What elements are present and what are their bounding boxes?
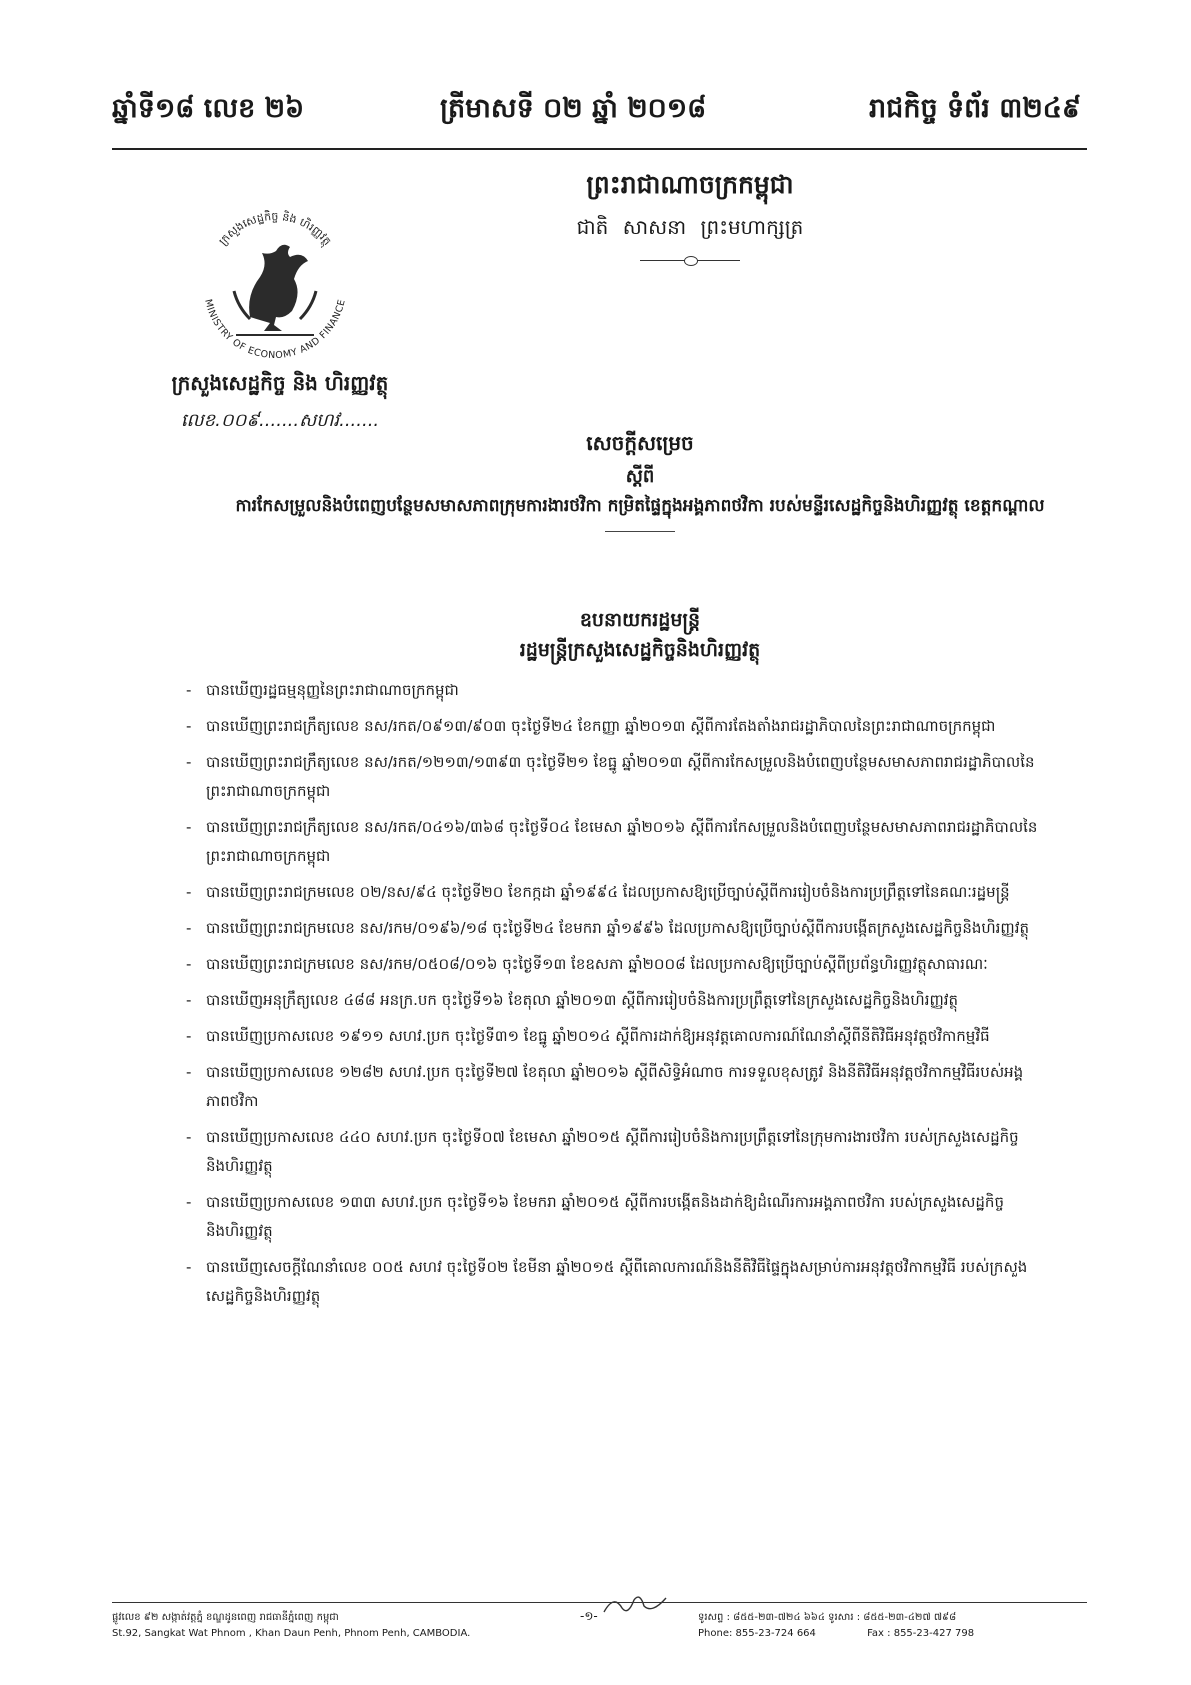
footer-contact xyxy=(698,1610,974,1642)
page-number: -១- xyxy=(580,1609,598,1623)
header-gazette-page: រាជកិច្ច ទំព័រ ៣២៤៩ xyxy=(869,93,1081,124)
authority-office: រដ្ឋមន្ត្រីក្រសួងសេដ្ឋកិច្ចនិងហិរញ្ញវត្ថុ xyxy=(519,639,761,661)
header-rule xyxy=(112,148,1087,150)
consideration-item: - បានឃើញសេចក្តីណែនាំលេខ ០០៥ សហវ ចុះថ្ងៃទី០២ ខែមីនា ឆ្នាំ២០១៥ ស្តីពីគោលការណ៍និងនីតិវិធីផ្ទៃក្នុងសម្រាប់ការអនុវត្តថវិកាកម្មវិធី របស់ក្រសួងសេដ្ឋកិច្ចនិងហិរញ្ញវត្ថុ xyxy=(186,1253,1046,1311)
seal-khmer-text: ក្រសួងសេដ្ឋកិច្ច និង ហិរញ្ញវត្ថុ xyxy=(216,209,334,248)
header-quarter: ត្រីមាសទី ០២ ឆ្នាំ ២០១៨ xyxy=(440,93,707,124)
consideration-item: - បានឃើញអនុក្រឹត្យលេខ ៤៨៨ អនក្រ.បក ចុះថ្ងៃទី១៦ ខែតុលា ឆ្នាំ២០១៣ ស្តីពីការរៀបចំនិងការប្រព្រឹត្តទៅនៃក្រសួងសេដ្ឋកិច្ចនិងហិរញ្ញវត្ថុ xyxy=(186,986,1046,1015)
document-type: សេចក្តីសម្រេច xyxy=(586,431,694,455)
document-about: ស្តីពី xyxy=(625,466,655,487)
fax-number: Fax : 855-23-427 798 xyxy=(867,1628,975,1639)
consideration-item: - បានឃើញរដ្ឋធម្មនុញ្ញនៃព្រះរាជាណាចក្រកម្ពុជា xyxy=(186,676,1046,705)
consideration-item: - បានឃើញព្រះរាជក្រឹត្យលេខ នស/រកត/០៩១៣/៩០៣ ចុះថ្ងៃទី២៤ ខែកញ្ញា ឆ្នាំ២០១៣ ស្តីពីការតែងតាំងរាជរដ្ឋាភិបាលនៃព្រះរាជាណាចក្រកម្ពុជា xyxy=(186,712,1046,741)
kingdom-name: ព្រះរាជាណាចក្រកម្ពុជា xyxy=(586,170,794,199)
issuing-authority xyxy=(160,608,1120,666)
kingdom-heading xyxy=(510,170,870,264)
ministry-name: ក្រសួងសេដ្ឋកិច្ច និង ហិរញ្ញវត្ថុ xyxy=(171,371,389,395)
phone-number: Phone: 855-23-724 664 xyxy=(698,1628,816,1639)
reference-number: លេខ.០០៩.......សហវ....... xyxy=(180,410,380,431)
consideration-item: - បានឃើញព្រះរាជក្រឹត្យលេខ នស/រកត/១២១៣/១៣៩៣ ចុះថ្ងៃទី២១ ខែធ្នូ ឆ្នាំ២០១៣ ស្តីពីការកែសម្រួលនិងបំពេញបន្ថែមសមាសភាពរាជរដ្ឋាភិបាលនៃព្រះរាជាណាចក្រកម្ពុជា xyxy=(186,748,1046,806)
address-english: St.92, Sangkat Wat Phnom , Khan Daun Penh, Phnom Penh, CAMBODIA. xyxy=(112,1628,471,1639)
considerations-list xyxy=(186,676,1046,1318)
consideration-item: - បានឃើញប្រកាសលេខ ៤៤០ សហវ.ប្រក ចុះថ្ងៃទី០៧ ខែមេសា ឆ្នាំ២០១៥ ស្តីពីការរៀបចំនិងការប្រព្រឹត្តទៅនៃក្រុមការងារថវិកា របស់ក្រសួងសេដ្ឋកិច្ចនិងហិរញ្ញវត្ថុ xyxy=(186,1123,1046,1181)
title-divider xyxy=(605,531,675,532)
ministry-seal-icon xyxy=(190,195,360,365)
seal-english-text: MINISTRY OF ECONOMY AND FINANCE xyxy=(202,298,348,362)
rooster-emblem-icon xyxy=(234,245,316,335)
document-subject: ការកែសម្រួលនិងបំពេញបន្ថែមសមាសភាពក្រុមការងារថវិកា កម្រិតផ្ទៃក្នុងអង្គភាពថវិកា របស់មន្ទីរសេដ្ឋកិច្ចនិងហិរញ្ញវត្ថុ ខេត្តកណ្តាល xyxy=(235,496,1045,516)
decision-title xyxy=(160,430,1120,532)
consideration-item: - បានឃើញប្រកាសលេខ ១៩១១ សហវ.ប្រក ចុះថ្ងៃទី៣១ ខែធ្នូ ឆ្នាំ២០១៤ ស្តីពីការដាក់ឱ្យអនុវត្តគោលការណ៍ណែនាំស្តីពីនីតិវិធីអនុវត្តថវិកាកម្មវិធី xyxy=(186,1022,1046,1051)
ministry-block xyxy=(150,370,410,435)
consideration-item: - បានឃើញប្រកាសលេខ ១៣៣ សហវ.ប្រក ចុះថ្ងៃទី១៦ ខែមករា ឆ្នាំ២០១៥ ស្តីពីការបង្កើតនិងដាក់ឱ្យដំណើរការអង្គភាពថវិកា របស់ក្រសួងសេដ្ឋកិច្ចនិងហិរញ្ញវត្ថុ xyxy=(186,1188,1046,1246)
contact-khmer: ទូរសព្ទ : ៨៥៥-២៣-៧២៤ ៦៦៤ ទូរសារ : ៨៥៥-២៣-៤២៧ ៧៩៨ xyxy=(698,1612,957,1623)
consideration-item: - បានឃើញព្រះរាជក្រមលេខ នស/រកម/០១៩៦/១៨ ចុះថ្ងៃទី២៤ ខែមករា ឆ្នាំ១៩៩៦ ដែលប្រកាសឱ្យប្រើច្បាប់ស្តីពីការបង្កើតក្រសួងសេដ្ឋកិច្ចនិងហិរញ្ញវត្ថុ xyxy=(186,914,1046,943)
kingdom-motto: ជាតិ សាសនា ព្រះមហាក្សត្រ xyxy=(576,215,804,239)
ornament-divider xyxy=(640,258,740,264)
initials-signature-icon xyxy=(600,1590,670,1620)
svg-text:ក្រសួងសេដ្ឋកិច្ច និង ហិរញ្ញវត្ xyxy=(216,209,334,249)
consideration-item: - បានឃើញប្រកាសលេខ ១២៨២ សហវ.ប្រក ចុះថ្ងៃទី២៧ ខែតុលា ឆ្នាំ២០១៦ ស្តីពីសិទ្ធិអំណាច ការទទួលខុសត្រូវ និងនីតិវិធីអនុវត្តថវិកាកម្មវិធីរបស់អង្គភាពថវិកា xyxy=(186,1058,1046,1116)
consideration-item: - បានឃើញព្រះរាជក្រមលេខ នស/រកម/០៥០៨/០១៦ ចុះថ្ងៃទី១៣ ខែឧសភា ឆ្នាំ២០០៨ ដែលប្រកាសឱ្យប្រើច្បាប់ស្តីពីប្រព័ន្ធហិរញ្ញវត្ថុសាធារណៈ xyxy=(186,950,1046,979)
consideration-item: - បានឃើញព្រះរាជក្រឹត្យលេខ នស/រកត/០៤១៦/៣៦៨ ចុះថ្ងៃទី០៤ ខែមេសា ឆ្នាំ២០១៦ ស្តីពីការកែសម្រួលនិងបំពេញបន្ថែមសមាសភាពរាជរដ្ឋាភិបាលនៃព្រះរាជាណាចក្រកម្ពុជា xyxy=(186,813,1046,871)
footer-address xyxy=(112,1610,470,1642)
authority-role: ឧបនាយករដ្ឋមន្ត្រី xyxy=(579,609,701,631)
consideration-item: - បានឃើញព្រះរាជក្រមលេខ ០២/នស/៩៤ ចុះថ្ងៃទី២០ ខែកក្កដា ឆ្នាំ១៩៩៤ ដែលប្រកាសឱ្យប្រើច្បាប់ស្តីពីការរៀបចំនិងការប្រព្រឹត្តទៅនៃគណៈរដ្ឋមន្ត្រី xyxy=(186,878,1046,907)
address-khmer: ផ្លូវលេខ ៩២ សង្កាត់វត្តភ្នំ ខណ្ឌដូនពេញ រាជធានីភ្នំពេញ កម្ពុជា xyxy=(112,1612,339,1623)
header-volume: ឆ្នាំទី១៨ លេខ ២៦ xyxy=(112,93,305,124)
